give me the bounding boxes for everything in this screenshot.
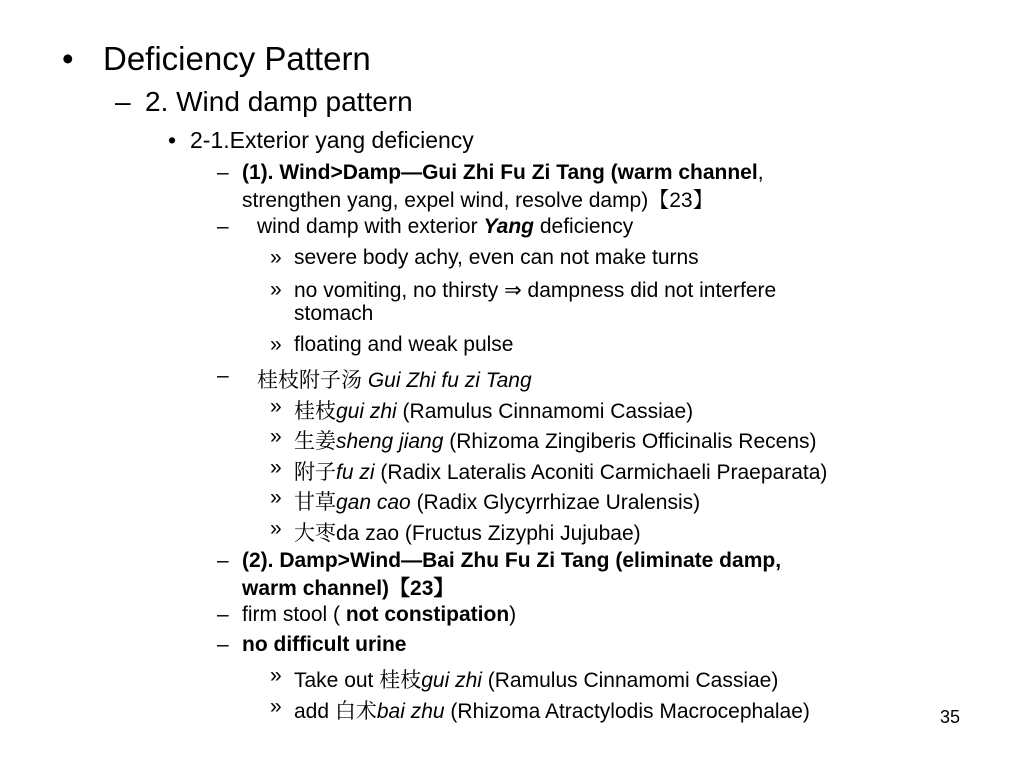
section-title: 2-1.Exterior yang deficiency [190, 127, 474, 153]
slide-number: 35 [940, 707, 961, 727]
stool-bold: not constipation [345, 603, 510, 626]
modification-latin: (Ramulus Cinnamomi Cassiae) [481, 669, 779, 692]
stool-after: ) [509, 603, 517, 626]
raquo-marker: » [270, 664, 282, 687]
symptom-item-continued: stomach [294, 302, 374, 325]
raquo-marker: » [270, 456, 282, 479]
ingredient-item [294, 517, 641, 547]
dash-marker: – [217, 161, 229, 184]
bullet-marker: • [62, 40, 74, 77]
ingredient-item [294, 395, 693, 425]
modification-cjk: 桂枝 [379, 668, 422, 692]
formula1-line2: strengthen yang, expel wind, resolve damp)【23】 [242, 189, 714, 212]
modification-item [294, 695, 810, 725]
slide-heading: Deficiency Pattern [103, 40, 371, 77]
ingredient-item [294, 456, 827, 486]
ingredient-latin: (Ramulus Cinnamomi Cassiae) [396, 400, 694, 423]
stool-line [242, 603, 516, 627]
raquo-marker: » [270, 246, 282, 269]
ingredient-cjk: 大枣 [294, 521, 336, 545]
formula1-line1 [242, 161, 764, 185]
modification-cjk: 白术 [334, 699, 377, 723]
formula-name [257, 364, 532, 394]
ingredient-pinyin: gui zhi [336, 400, 397, 423]
modification-latin: (Rhizoma Atractylodis Macrocephalae) [444, 700, 810, 723]
ingredient-latin: (Radix Glycyrrhizae Uralensis) [410, 491, 701, 514]
modification-prefix: add [294, 700, 335, 723]
ingredient-pinyin: gan cao [336, 491, 411, 514]
ingredient-cjk: 桂枝 [294, 399, 336, 423]
dash-marker: – [115, 86, 131, 117]
ingredient-cjk: 甘草 [294, 490, 336, 514]
formula2-line2: warm channel)【23】 [242, 577, 455, 600]
symptom-item: floating and weak pulse [294, 333, 514, 356]
symptom-intro-after: deficiency [534, 215, 634, 238]
modification-pinyin: bai zhu [376, 700, 445, 723]
formula-name-cjk: 桂枝附子汤 [257, 368, 362, 392]
modification-pinyin: gui zhi [421, 669, 482, 692]
ingredient-latin: (Radix Lateralis Aconiti Carmichaeli Praeparata) [374, 461, 828, 484]
modification-prefix: Take out [294, 669, 380, 692]
formula1-bold: (1). Wind>Damp—Gui Zhi Fu Zi Tang (warm channel [242, 161, 758, 184]
dash-marker: – [217, 215, 229, 238]
symptom-item: severe body achy, even can not make turns [294, 246, 699, 269]
formula1-rest: , [757, 161, 764, 184]
raquo-marker: » [270, 486, 282, 509]
ingredient-item [294, 425, 817, 455]
ingredient-cjk: 生姜 [294, 429, 336, 453]
dash-marker: – [217, 603, 229, 626]
ingredient-pinyin: sheng jiang [336, 430, 444, 453]
raquo-marker: » [270, 278, 282, 301]
subheading: 2. Wind damp pattern [145, 86, 413, 117]
symptom-intro [257, 215, 633, 239]
ingredient-latin: (Rhizoma Zingiberis Officinalis Recens) [443, 430, 817, 453]
raquo-marker: » [270, 395, 282, 418]
ingredient-item [294, 486, 700, 516]
modification-item [294, 664, 778, 694]
ingredient-cjk: 附子 [294, 460, 336, 484]
formula2-line1: (2). Damp>Wind—Bai Zhu Fu Zi Tang (eliminate damp, [242, 549, 782, 572]
symptom-intro-before: wind damp with exterior [257, 215, 484, 238]
raquo-marker: » [270, 333, 282, 356]
raquo-marker: » [270, 425, 282, 448]
bullet-marker: • [168, 127, 177, 153]
raquo-marker: » [270, 695, 282, 718]
raquo-marker: » [270, 517, 282, 540]
ingredient-latin: da zao (Fructus Zizyphi Jujubae) [336, 522, 641, 545]
dash-marker: – [217, 633, 229, 656]
symptom-intro-emphasis: Yang [483, 215, 534, 238]
dash-marker: – [217, 549, 229, 572]
ingredient-pinyin: fu zi [336, 461, 375, 484]
symptom-item: no vomiting, no thirsty ⇒ dampness did not interfere [294, 279, 777, 302]
formula-name-pinyin: Gui Zhi fu zi Tang [362, 369, 532, 392]
urine-line: no difficult urine [242, 633, 407, 656]
dash-marker: – [217, 364, 229, 387]
stool-before: firm stool ( [242, 603, 346, 626]
